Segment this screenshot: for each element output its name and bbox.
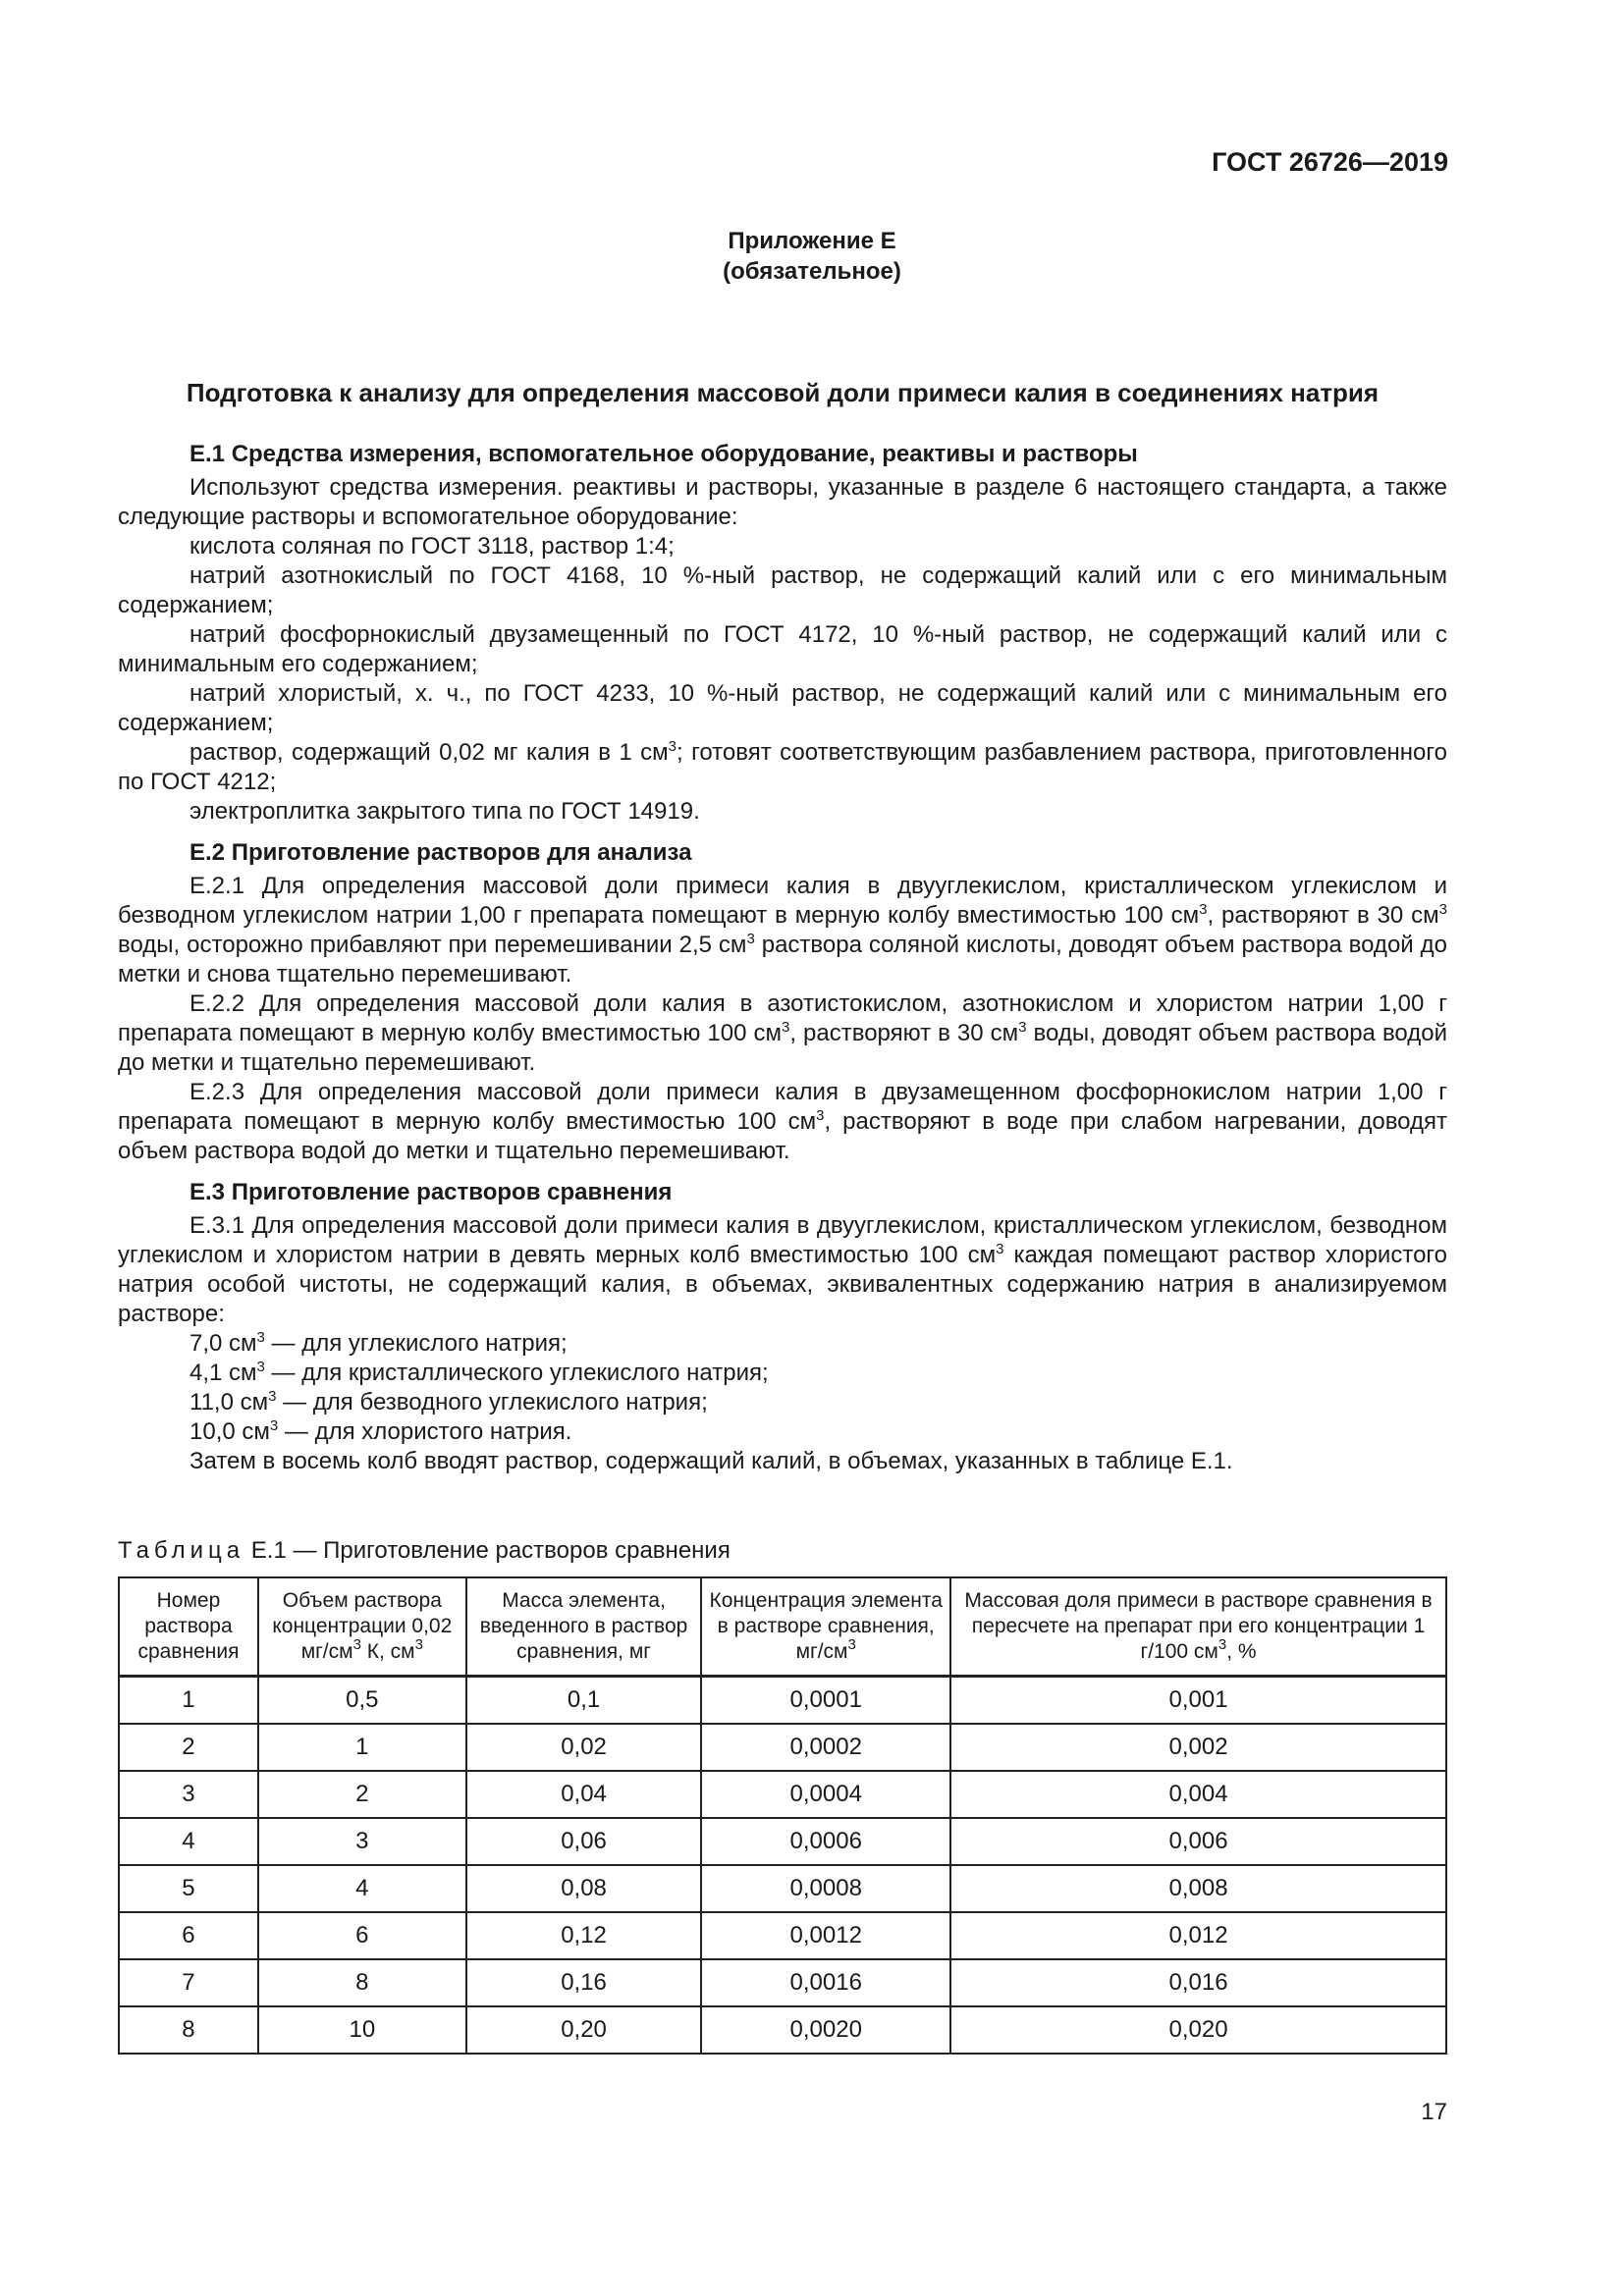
reference-solutions-table (118, 1576, 1447, 2055)
table-row (119, 1865, 1446, 1912)
list-item: натрий азотнокислый по ГОСТ 4168, 10 %-ный раствор, не содержащий калий или с его минимальным содержанием; (118, 562, 1447, 618)
table-cell: 0,5 (258, 1677, 466, 1725)
column-header: Массовая доля примеси в растворе сравнения в пересчете на препарат при его концентрации 1 г/100 $см^3$, % (950, 1577, 1446, 1677)
list-item: 7,0 $см^3$ — для углекислого натрия; (189, 1329, 568, 1357)
table-cell: 7 (119, 1959, 258, 2006)
list-item: электроплитка закрытого типа по ГОСТ 14919. (189, 798, 700, 825)
section-e1-intro: Используют средства измерения. реактивы и растворы, указанные в разделе 6 настоящего стандарта, а также следующие растворы и вспомогательное оборудование: (118, 474, 1447, 530)
table-cell: 8 (258, 1959, 466, 2006)
table-cell: 0,004 (950, 1771, 1446, 1818)
table-cell: 0,02 (466, 1724, 702, 1771)
table-cell: 3 (119, 1771, 258, 1818)
section-e2-heading: Е.2 Приготовление растворов для анализа (189, 839, 692, 866)
table-cell: 0,001 (950, 1677, 1446, 1725)
table-cell: 0,04 (466, 1771, 702, 1818)
table-cell: 0,12 (466, 1912, 702, 1959)
standard-number: ГОСТ 26726—2019 (1212, 147, 1448, 177)
volume-list (118, 1329, 1447, 1447)
table-cell: 0,1 (466, 1677, 702, 1725)
list-item: 11,0 $см^3$ — для безводного углекислого натрия; (189, 1388, 708, 1415)
table-cell: 0,08 (466, 1865, 702, 1912)
table-cell: 1 (119, 1677, 258, 1725)
table-caption-text: Е.1 — Приготовление растворов сравнения (244, 1537, 731, 1564)
table-cell: 0,0008 (701, 1865, 950, 1912)
annex-heading (0, 226, 1624, 287)
page-number: 17 (1421, 2099, 1447, 2125)
column-header: Масса элемента, введенного в раствор сравнения, мг (466, 1577, 702, 1677)
annex-status: (обязательное) (723, 258, 901, 285)
table-cell: 0,06 (466, 1818, 702, 1865)
table-cell: 0,0016 (701, 1959, 950, 2006)
table-cell: 6 (119, 1912, 258, 1959)
section-e3-heading: Е.3 Приготовление растворов сравнения (189, 1179, 673, 1205)
table-row (119, 2006, 1446, 2054)
list-item: кислота соляная по ГОСТ 3118, раствор 1:4; (189, 533, 675, 560)
table-cell: 0,020 (950, 2006, 1446, 2054)
table-cell: 6 (258, 1912, 466, 1959)
annex-title: Приложение Е (728, 228, 896, 254)
table-cell: 0,006 (950, 1818, 1446, 1865)
column-header: Концентрация элемента в растворе сравнения, $мг/см^3$ (701, 1577, 950, 1677)
column-header: Номер раствора сравнения (119, 1577, 258, 1677)
column-header: Объем раствора концентрации 0,02 $мг/см^3$ К, $см^3$ (258, 1577, 466, 1677)
table-cell: 2 (258, 1771, 466, 1818)
table-cell: 0,0006 (701, 1818, 950, 1865)
table-cell: 0,0020 (701, 2006, 950, 2054)
table-cell: 0,012 (950, 1912, 1446, 1959)
document-title: Подготовка к анализу для определения массовой доли примеси калия в соединениях натрия (186, 378, 1380, 407)
table-cell: 0,16 (466, 1959, 702, 2006)
table-cell: 5 (119, 1865, 258, 1912)
paragraph-e2-3: Е.2.3 Для определения массовой доли примеси калия в двузамещенном фосфорнокислом натрии 1,00 г препарата помещают в мерную колбу вместимостью 100 $см^3$, растворяют в воде при слабом нагревании, доводят объем раствора водой до метки и тщательно перемешивают. (118, 1079, 1447, 1164)
table-cell: 0,016 (950, 1959, 1446, 2006)
paragraph-e2-2: Е.2.2 Для определения массовой доли калия в азотистокислом, азотнокислом и хлористом натрии 1,00 г препарата помещают в мерную колбу вместимостью 100 $см^3$, растворяют в 30 $см^3$ воды, доводят объем раствора водой до метки и тщательно перемешивают. (118, 990, 1448, 1076)
table-cell: 8 (119, 2006, 258, 2054)
list-item: раствор, содержащий 0,02 мг калия в 1 $см^3$; готовят соответствующим разбавлением раствора, приготовленного по ГОСТ 4212; (118, 738, 1447, 795)
table-cell: 0,0004 (701, 1771, 950, 1818)
paragraph-e2-1: Е.2.1 Для определения массовой доли примеси калия в двууглекислом, кристаллическом углекислом и безводном углекислом натрии 1,00 г препарата помещают в мерную колбу вместимостью 100 $см^3$, растворяют в 30 $см^3$ воды, осторожно прибавляют при перемешивании 2,5 $см^3$ раствора соляной кислоты, доводят объем раствора водой до метки и снова тщательно перемешивают. (118, 873, 1447, 988)
table-cell: 0,0001 (701, 1677, 950, 1725)
table-header-row (119, 1577, 1446, 1677)
table-row (119, 1818, 1446, 1865)
paragraph-e3-1: Е.3.1 Для определения массовой доли примеси калия в двууглекислом, кристаллическом углекислом, безводном углекислом и хлористом натрии в девять мерных колб вместимостью 100 $см^3$ каждая помещают раствор хлористого натрия особой чистоты, не содержащий калия, в объемах, эквивалентных содержанию натрия в анализируемом растворе: (118, 1212, 1447, 1327)
table-cell: 3 (258, 1818, 466, 1865)
table-caption-label: Таблица (118, 1537, 245, 1564)
list-item: натрий хлористый, х. ч., по ГОСТ 4233, 10 %-ный раствор, не содержащий калий или с минимальным его содержанием; (118, 680, 1447, 736)
table-caption (118, 1537, 731, 1565)
section-e1-heading: Е.1 Средства измерения, вспомогательное оборудование, реактивы и растворы (189, 441, 1138, 467)
paragraph-e3-closing: Затем в восемь колб вводят раствор, содержащий калий, в объемах, указанных в таблице Е.1. (189, 1448, 1233, 1474)
table-row (119, 1959, 1446, 2006)
table-cell: 0,008 (950, 1865, 1446, 1912)
table-cell: 4 (119, 1818, 258, 1865)
list-item: 10,0 $см^3$ — для хлористого натрия. (189, 1417, 572, 1445)
table-cell: 1 (258, 1724, 466, 1771)
table-cell: 0,002 (950, 1724, 1446, 1771)
table-cell: 0,0002 (701, 1724, 950, 1771)
table-cell: 10 (258, 2006, 466, 2054)
table-cell: 4 (258, 1865, 466, 1912)
table-cell: 0,0012 (701, 1912, 950, 1959)
table-row (119, 1724, 1446, 1771)
table-cell: 0,20 (466, 2006, 702, 2054)
table-cell: 2 (119, 1724, 258, 1771)
table-row (119, 1771, 1446, 1818)
document-body (118, 440, 1447, 1476)
table-row (119, 1912, 1446, 1959)
table-row (119, 1677, 1446, 1725)
list-item: натрий фосфорнокислый двузамещенный по ГОСТ 4172, 10 %-ный раствор, не содержащий калий или с минимальным его содержанием; (118, 621, 1447, 677)
list-item: 4,1 $см^3$ — для кристаллического углекислого натрия; (189, 1359, 769, 1386)
